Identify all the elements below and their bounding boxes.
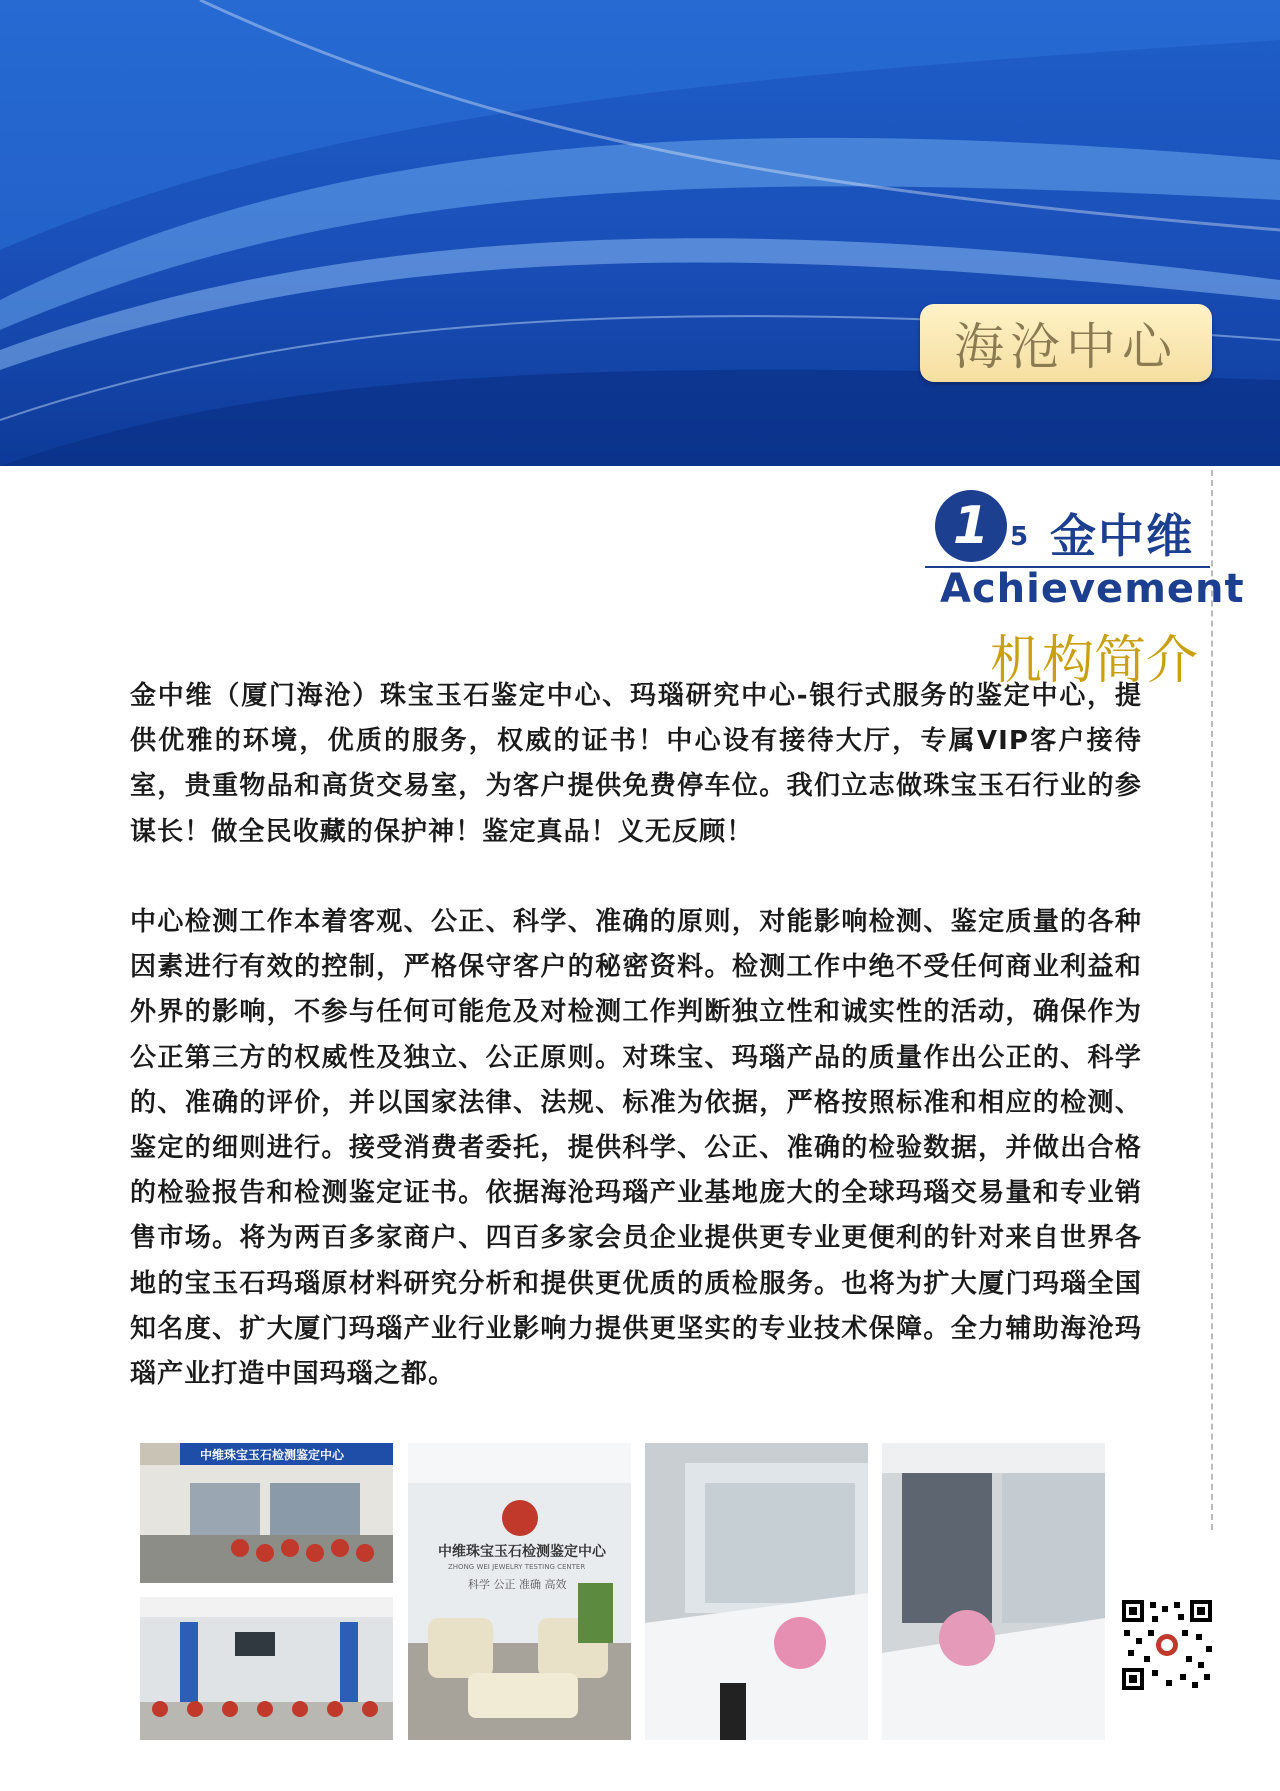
- brand-subtitle: Achievement: [940, 566, 1245, 612]
- brand-number-icon: 1: [935, 490, 1007, 562]
- photo-entrance: [140, 1443, 393, 1583]
- intro-paragraph-2: 中心检测工作本着客观、公正、科学、准确的原则，对能影响检测、鉴定质量的各种因素进行有效的控制，严格保守客户的秘密资料。检测工作中绝不受任何商业利益和外界的影响，不参与任何可能危及对检测工作判断独立性和诚实性的活动，确保作为公正第三方的权威性及独立、公正原则。对珠宝、玛瑙产品的质量作出公正的、科学的、准确的评价，并以国家法律、法规、标准为依据，严格按照标准和相应的检测、鉴定的细则进行。接受消费者委托，提供科学、公正、准确的检验数据，并做出合格的检验报告和检测鉴定证书。依据海沧玛瑙产业基地庞大的全球玛瑙交易量和专业销售市场。将为两百多家商户、四百多家会员企业提供更专业更便利的针对来自世界各地的宝玉石玛瑙原材料研究分析和提供更优质的质检服务。也将为扩大厦门玛瑙全国知名度、扩大厦门玛瑙产业行业影响力提供更坚实的专业技术保障。全力辅助海沧玛瑙产业打造中国玛瑙之都。: [130, 907, 1142, 1390]
- dashed-divider: [1211, 470, 1213, 1530]
- center-badge: 海沧中心: [920, 304, 1212, 382]
- photo-office-corridor: [882, 1443, 1105, 1740]
- banner-swoosh-graphic: [0, 0, 1280, 466]
- lobby-motto: 科学 公正 准确 高效: [468, 1578, 567, 1591]
- intro-paragraph-1: 金中维（厦门海沧）珠宝玉石鉴定中心、玛瑙研究中心-银行式服务的鉴定中心，提供优雅的环境，优质的服务，权威的证书！中心设有接待大厅，专属VIP客户接待室，贵重物品和高货交易室，为客户提供免费停车位。我们立志做珠宝玉石行业的参谋长！做全民收藏的保护神！鉴定真品！义无反顾！: [130, 681, 1142, 847]
- header-banner: [0, 0, 1280, 466]
- brand-prefix: 5: [1010, 522, 1029, 552]
- photo-service-counter: [645, 1443, 868, 1740]
- lobby-sign-english: ZHONG WEI JEWELRY TESTING CENTER: [448, 1563, 586, 1571]
- photo-reception-lounge: [408, 1443, 631, 1740]
- entrance-sign-text: 中维珠宝玉石检测鉴定中心: [200, 1448, 345, 1462]
- section-title: 机构简介: [990, 631, 1199, 691]
- lobby-sign-text: 中维珠宝玉石检测鉴定中心: [438, 1544, 606, 1560]
- brand-name: 金中维: [1050, 509, 1194, 563]
- qr-code: [1122, 1600, 1212, 1690]
- photo-lobby-hall: [140, 1597, 393, 1740]
